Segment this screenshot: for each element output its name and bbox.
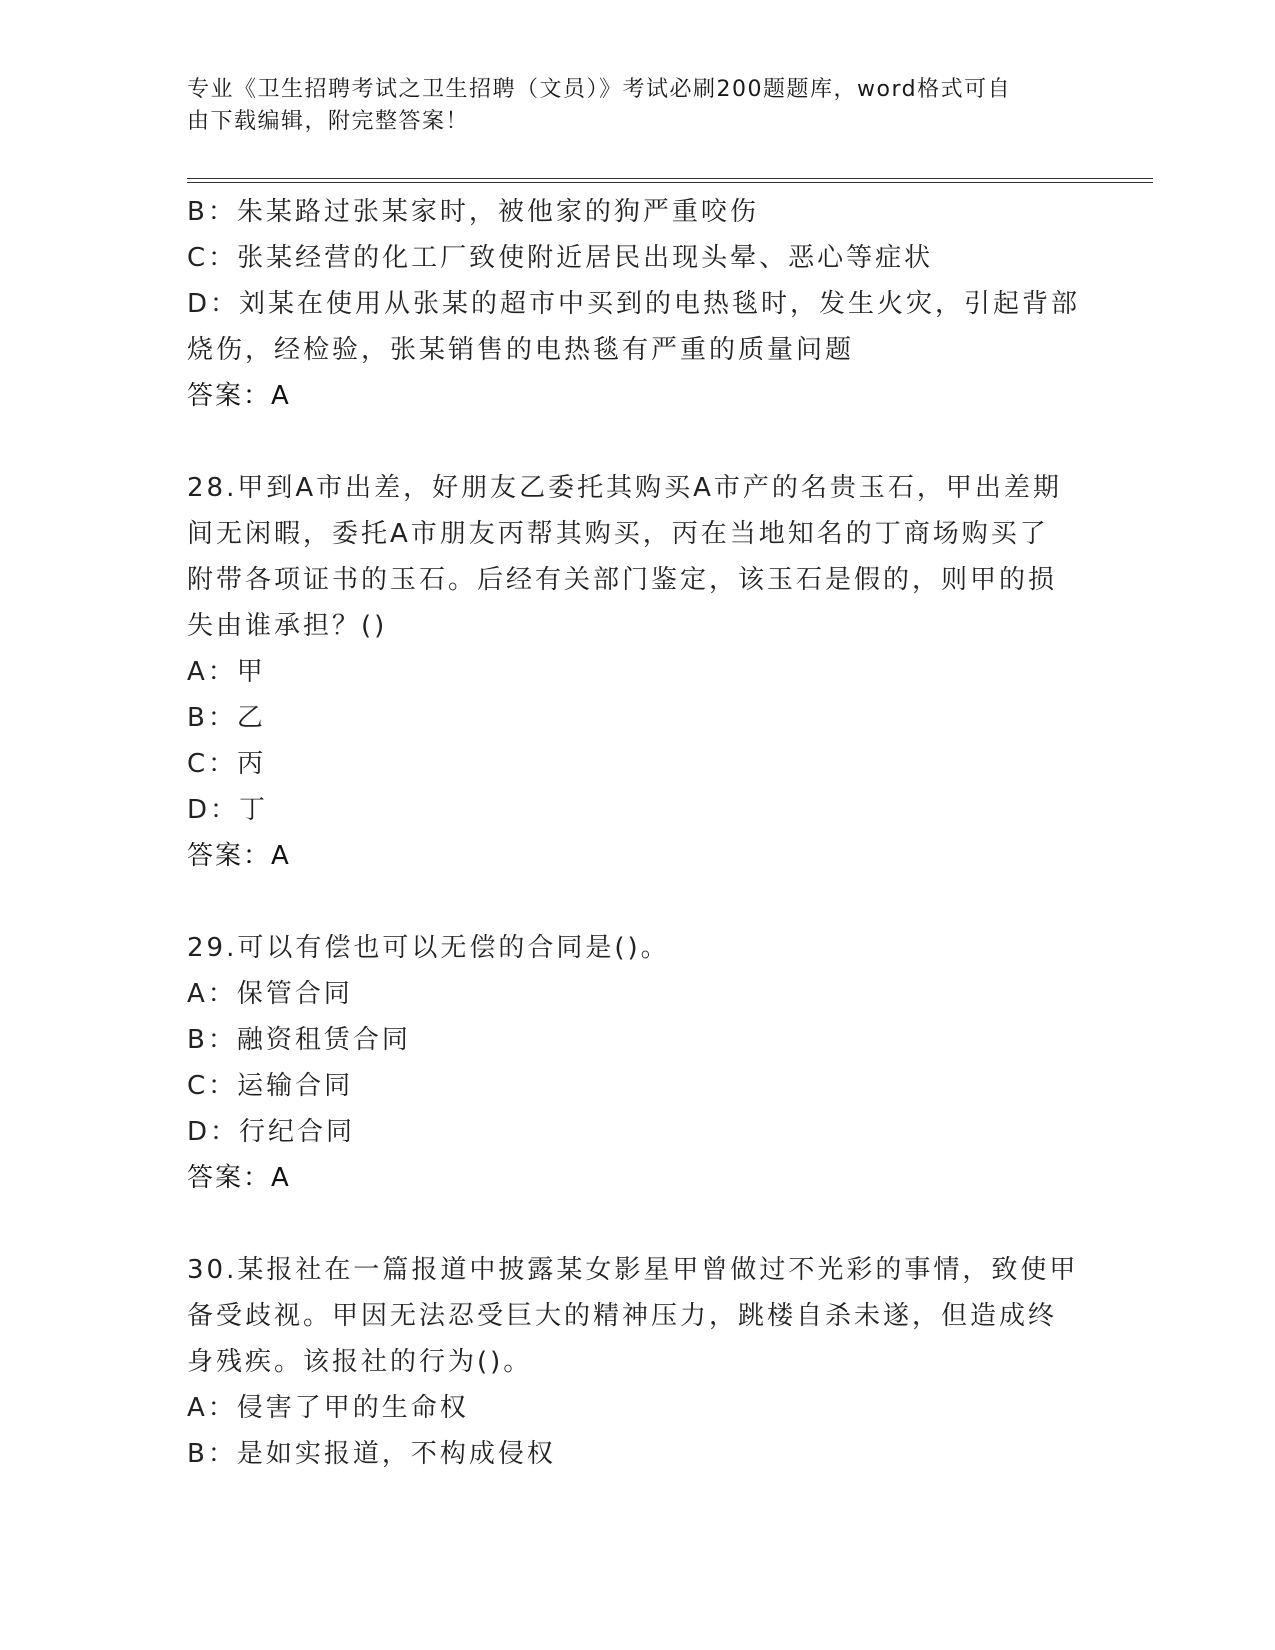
option-d: D：丁 [187, 795, 269, 825]
header-divider [187, 178, 1153, 183]
question-stem-line: 失由谁承担？() [187, 611, 388, 641]
question-stem-line: 身残疾。该报社的行为()。 [187, 1347, 533, 1377]
question-stem-line: 间无闲暇，委托A市朋友丙帮其购买，丙在当地知名的丁商场购买了 [187, 519, 1049, 549]
option-d: D：行纪合同 [187, 1117, 356, 1147]
option-c: C：张某经营的化工厂致使附近居民出现头晕、恶心等症状 [187, 243, 934, 273]
document-header [187, 74, 1067, 138]
question-29 [187, 925, 1077, 1201]
option-a: A：甲 [187, 657, 266, 687]
question-list [187, 189, 1081, 1477]
answer-text: 答案：A [187, 381, 291, 411]
question-stem-line: 29.可以有偿也可以无偿的合同是()。 [187, 933, 670, 963]
question-continued [187, 189, 1081, 419]
question-28 [187, 465, 1077, 879]
option-a: A：保管合同 [187, 979, 353, 1009]
option-c: C：运输合同 [187, 1071, 354, 1101]
header-line-2: 由下载编辑，附完整答案！ [187, 109, 470, 134]
option-b: B：乙 [187, 703, 266, 733]
question-30 [187, 1247, 1077, 1477]
option-a: A：侵害了甲的生命权 [187, 1393, 469, 1423]
answer-text: 答案：A [187, 1163, 291, 1193]
question-stem-line: 30.某报社在一篇报道中披露某女影星甲曾做过不光彩的事情，致使甲 [187, 1255, 1079, 1285]
question-stem-line: 28.甲到A市出差，好朋友乙委托其购买A市产的名贵玉石，甲出差期 [187, 473, 1062, 503]
option-d-line-2: 烧伤，经检验，张某销售的电热毯有严重的质量问题 [187, 335, 855, 365]
header-line-1: 专业《卫生招聘考试之卫生招聘（文员）》考试必刷200题题库，word格式可自 [187, 77, 1012, 102]
option-b: B：是如实报道，不构成侵权 [187, 1439, 556, 1469]
option-d-line-1: D：刘某在使用从张某的超市中买到的电热毯时，发生火灾，引起背部 [187, 289, 1081, 319]
answer-text: 答案：A [187, 841, 291, 871]
option-c: C：丙 [187, 749, 267, 779]
question-stem-line: 备受歧视。甲因无法忍受巨大的精神压力，跳楼自杀未遂，但造成终 [187, 1301, 1058, 1331]
option-b: B：朱某路过张某家时，被他家的狗严重咬伤 [187, 197, 759, 227]
option-b: B：融资租赁合同 [187, 1025, 411, 1055]
question-stem-line: 附带各项证书的玉石。后经有关部门鉴定，该玉石是假的，则甲的损 [187, 565, 1058, 595]
